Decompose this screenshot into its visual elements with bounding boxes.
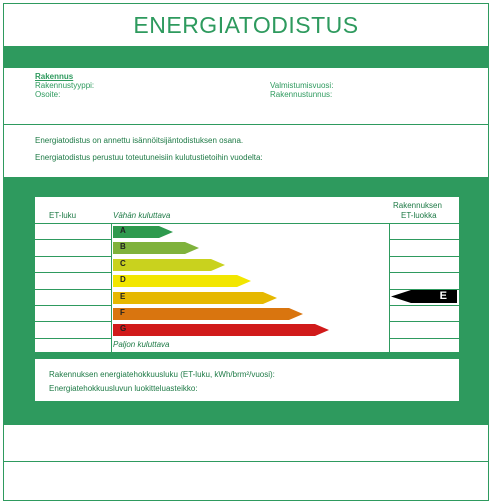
- divider: [4, 424, 488, 425]
- grid-line: [389, 272, 459, 273]
- energy-scale-panel: [35, 197, 459, 353]
- class-letter: C: [120, 259, 126, 268]
- grid-line: [35, 352, 459, 353]
- class-letter: F: [120, 308, 125, 317]
- high-consumption-label: Paljon kuluttava: [113, 340, 170, 349]
- grid-line: [35, 338, 111, 339]
- class-arrow-fill: [113, 308, 303, 320]
- class-arrow-shape: [113, 275, 251, 287]
- grid-line: [389, 338, 459, 339]
- grid-line: [389, 289, 459, 290]
- class-letter: G: [120, 324, 127, 333]
- building-class-letter: E: [439, 290, 447, 302]
- energy-class-c-arrow: [113, 258, 225, 270]
- grid-line: [35, 256, 111, 257]
- black-arrow-icon: [391, 290, 457, 303]
- energy-class-a-arrow: [113, 225, 173, 237]
- class-arrow-shape: [113, 324, 329, 336]
- note-line-1: Energiatodistus on annettu isännöitsijäntodistuksen osana.: [35, 136, 244, 145]
- class-arrow-shape: [113, 292, 277, 304]
- grid-line: [35, 321, 111, 322]
- class-arrow-fill: [113, 259, 225, 271]
- grid-line: [389, 223, 390, 352]
- note-line-2: Energiatodistus perustuu toteutuneisiin kulutustietoihin vuodelta:: [35, 153, 263, 162]
- energy-class-b-arrow: [113, 241, 199, 253]
- address-label: Osoite:: [35, 90, 61, 99]
- class-header-line2: ET-luokka: [401, 211, 437, 220]
- grid-line: [111, 223, 112, 352]
- building-class-marker: [391, 290, 457, 303]
- grid-line: [35, 289, 111, 290]
- class-letter: A: [120, 226, 126, 235]
- footer-panel: [35, 359, 459, 401]
- et-value-label: Rakennuksen energiatehokkuusluku (ET-luku, kWh/brm²/vuosi):: [49, 370, 275, 379]
- class-letter: D: [120, 275, 126, 284]
- low-consumption-label: Vähän kuluttava: [113, 211, 171, 220]
- header-band: [4, 46, 488, 68]
- divider: [4, 124, 488, 125]
- class-arrow-shape: [113, 308, 303, 320]
- energy-class-f-arrow: [113, 307, 303, 319]
- grid-line: [35, 305, 111, 306]
- grid-line: [389, 239, 459, 240]
- class-letter: E: [120, 292, 126, 301]
- class-arrow-fill: [113, 292, 277, 304]
- energy-class-g-arrow: [113, 323, 329, 335]
- building-info: [35, 72, 465, 99]
- grid-line: [35, 272, 111, 273]
- building-info-right: [270, 81, 333, 99]
- energy-class-e-arrow: [113, 291, 277, 303]
- class-arrow-fill: [113, 324, 329, 336]
- grid-line: [389, 305, 459, 306]
- building-type-label: Rakennustyyppi:: [35, 81, 95, 90]
- class-arrow-fill: [113, 275, 251, 287]
- et-luku-header: ET-luku: [49, 211, 77, 220]
- grid-line: [35, 239, 111, 240]
- class-arrow-shape: [113, 259, 225, 271]
- classification-scale-label: Energiatehokkuusluvun luokitteluasteikko:: [49, 384, 198, 393]
- grid-line: [389, 256, 459, 257]
- grid-line: [389, 321, 459, 322]
- class-letter: B: [120, 242, 126, 251]
- certificate-title: ENERGIATODISTUS: [133, 12, 359, 38]
- completion-year-label: Valmistumisvuosi:: [270, 81, 334, 90]
- building-heading: Rakennus: [35, 72, 74, 81]
- energy-certificate: [3, 3, 489, 501]
- class-header-line1: Rakennuksen: [393, 201, 442, 210]
- divider: [4, 461, 488, 462]
- energy-class-d-arrow: [113, 274, 251, 286]
- grid-line: [35, 223, 459, 224]
- building-id-label: Rakennustunnus:: [270, 90, 333, 99]
